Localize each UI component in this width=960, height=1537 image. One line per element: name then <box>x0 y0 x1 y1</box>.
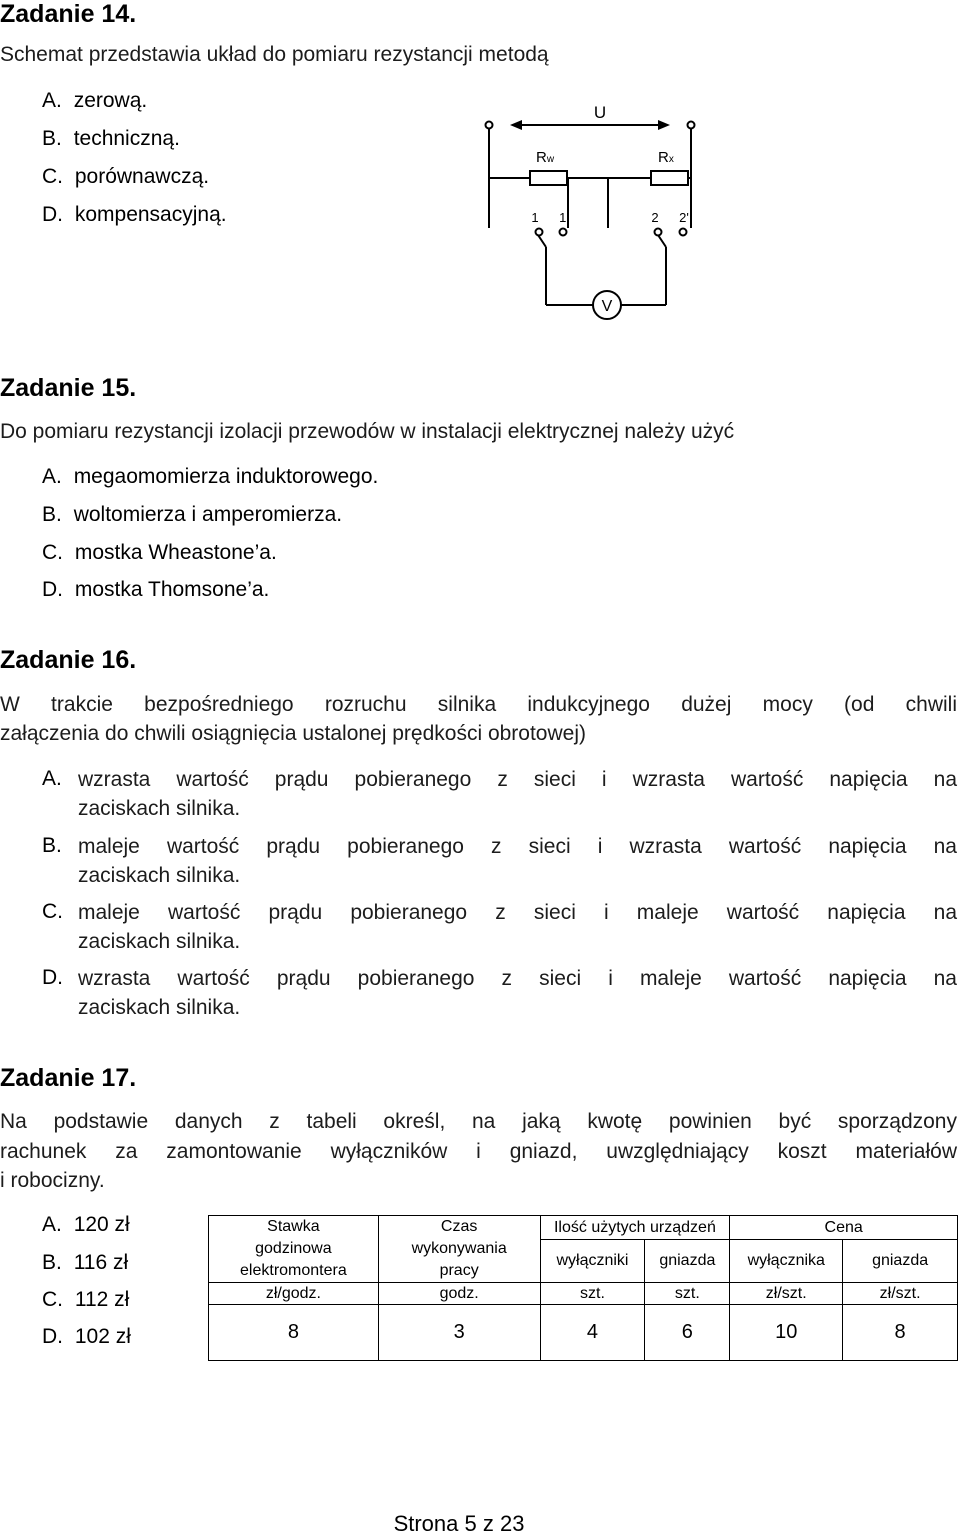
task-17-option-b[interactable] <box>42 1251 128 1275</box>
unit-cell: szt. <box>540 1283 645 1305</box>
arrow-head-right-icon <box>658 120 670 130</box>
option-letter: A. <box>42 465 62 488</box>
value-cell: 3 <box>378 1305 540 1361</box>
page-footer: Strona 5 z 23 <box>393 1511 525 1536</box>
voltmeter-label: V <box>601 298 613 315</box>
option-letter: B. <box>42 503 62 526</box>
header-rate-line-3: elektromontera <box>240 1262 347 1279</box>
header-rate-line-1: Stawka <box>267 1218 320 1235</box>
option-text: mostka Thomsone’a. <box>74 578 270 601</box>
unit-cell: szt. <box>645 1283 730 1305</box>
header-price: Cena <box>730 1216 958 1240</box>
terminal-label-1: 1 <box>531 210 539 225</box>
header-quantity: Ilość użytych urządzeń <box>540 1216 730 1240</box>
value-cell: 10 <box>730 1305 843 1361</box>
task-16-option-b-line-2[interactable]: zaciskach silnika. <box>78 864 241 887</box>
option-text: megaomomierza induktorowego. <box>73 465 379 488</box>
terminal-2p <box>680 229 687 236</box>
rx-label <box>658 149 674 166</box>
unit-cell: zł/szt. <box>843 1283 958 1305</box>
task-14-title: Zadanie 14. <box>0 0 137 28</box>
option-text: mostka Wheastone’a. <box>74 541 277 564</box>
header-time-line-2: wykonywania <box>411 1240 507 1257</box>
task-17-question-line-2: rachunek za zamontowanie wyłączników i gniazd, uwzględniający koszt materiałów <box>0 1140 957 1163</box>
task-17-option-d[interactable] <box>42 1325 131 1349</box>
switch-blade-2 <box>658 235 666 247</box>
option-text: porównawczą. <box>74 165 210 188</box>
option-letter: D. <box>42 1325 63 1348</box>
arrow-head-left-icon <box>510 120 522 130</box>
task-14-option-b[interactable] <box>42 127 180 151</box>
option-letter: D. <box>42 578 63 601</box>
task-15-option-b[interactable] <box>42 503 342 527</box>
task-15-option-a[interactable] <box>42 465 378 489</box>
task-16-option-c-line-1[interactable]: maleje wartość prądu pobieranego z sieci i maleje wartość napięcia na <box>78 901 957 924</box>
cost-table <box>208 1215 958 1361</box>
task-15-option-d[interactable] <box>42 578 269 602</box>
task-14-option-a[interactable] <box>42 89 147 113</box>
option-letter: C. <box>42 541 63 564</box>
units-row <box>209 1283 958 1305</box>
task-16-question-line-2: załączenia do chwili osiągnięcia ustalonej prędkości obrotowej) <box>0 722 586 745</box>
option-text: 116 zł <box>73 1251 129 1274</box>
task-16-option-a-line-1[interactable]: wzrasta wartość prądu pobieranego z sieci i wzrasta wartość napięcia na <box>78 768 957 791</box>
option-letter-c: C. <box>42 900 63 923</box>
terminal-label-1p: 1' <box>559 210 569 225</box>
task-14-option-d[interactable] <box>42 203 227 227</box>
circuit-diagram <box>480 95 710 325</box>
switch-blade-1 <box>538 235 546 247</box>
option-text: zerową. <box>73 89 148 112</box>
task-16-question-line-1: W trakcie bezpośredniego rozruchu silnika indukcyjnego dużej mocy (od chwili <box>0 693 957 716</box>
unit-cell: zł/godz. <box>209 1283 379 1305</box>
option-letter: B. <box>42 127 62 150</box>
rw-label <box>536 149 555 166</box>
option-letter-d: D. <box>42 966 63 989</box>
unit-cell: godz. <box>378 1283 540 1305</box>
task-17-question-line-3: i robocizny. <box>0 1169 105 1192</box>
terminal-label-2p: 2' <box>679 210 689 225</box>
values-row <box>209 1305 958 1361</box>
option-letter: D. <box>42 203 63 226</box>
task-16-option-c-line-2[interactable]: zaciskach silnika. <box>78 930 241 953</box>
subheader-switch-price: wyłącznika <box>730 1240 843 1283</box>
header-time <box>378 1216 540 1283</box>
terminal-label-2: 2 <box>651 210 659 225</box>
task-17-question-line-1: Na podstawie danych z tabeli określ, na jaką kwotę powinien być sporządzony <box>0 1110 957 1133</box>
rx-label-main: R <box>658 149 669 166</box>
value-cell: 8 <box>209 1305 379 1361</box>
terminal-2 <box>655 229 662 236</box>
header-rate-line-2: godzinowa <box>255 1240 332 1257</box>
rw-label-main: R <box>536 149 547 166</box>
unit-cell: zł/szt. <box>730 1283 843 1305</box>
header-rate <box>209 1216 379 1283</box>
option-text: kompensacyjną. <box>74 203 227 226</box>
rw-label-sub: w <box>546 154 555 165</box>
option-letter: B. <box>42 1251 62 1274</box>
task-16-option-b-line-1[interactable]: maleje wartość prądu pobieranego z sieci i wzrasta wartość napięcia na <box>78 835 957 858</box>
header-time-line-3: pracy <box>439 1262 479 1279</box>
task-16-option-d-line-1[interactable]: wzrasta wartość prądu pobieranego z sieci i maleje wartość napięcia na <box>78 967 957 990</box>
terminal-right <box>688 122 695 129</box>
rx-label-sub: x <box>668 154 674 165</box>
terminal-1 <box>536 229 543 236</box>
header-time-line-1: Czas <box>440 1218 478 1235</box>
option-letter-a: A. <box>42 767 62 790</box>
task-14-question: Schemat przedstawia układ do pomiaru rezystancji metodą <box>0 43 549 66</box>
task-17-title: Zadanie 17. <box>0 1064 137 1092</box>
voltage-label: U <box>593 103 607 122</box>
option-letter: A. <box>42 1213 62 1236</box>
option-letter-b: B. <box>42 834 62 857</box>
task-16-option-a-line-2[interactable]: zaciskach silnika. <box>78 797 241 820</box>
task-16-option-d-line-2[interactable]: zaciskach silnika. <box>78 996 241 1019</box>
resistor-rw <box>530 171 567 185</box>
option-letter: C. <box>42 1288 63 1311</box>
option-text: 120 zł <box>73 1213 130 1236</box>
option-text: 112 zł <box>74 1288 130 1311</box>
option-letter: A. <box>42 89 62 112</box>
option-text: techniczną. <box>73 127 180 150</box>
task-16-title: Zadanie 16. <box>0 646 137 674</box>
value-cell: 4 <box>540 1305 645 1361</box>
terminal-left <box>486 122 493 129</box>
task-17-option-c[interactable] <box>42 1288 129 1312</box>
option-text: woltomierza i amperomierza. <box>73 503 343 526</box>
terminal-1p <box>560 229 567 236</box>
option-text: 102 zł <box>74 1325 131 1348</box>
task-15-title: Zadanie 15. <box>0 374 137 402</box>
task-15-option-c[interactable] <box>42 541 277 565</box>
value-cell: 8 <box>843 1305 958 1361</box>
subheader-sockets: gniazda <box>645 1240 730 1283</box>
task-15-question: Do pomiaru rezystancji izolacji przewodów w instalacji elektrycznej należy użyć <box>0 420 735 443</box>
resistor-rx <box>651 171 688 185</box>
task-14-option-c[interactable] <box>42 165 209 189</box>
value-cell: 6 <box>645 1305 730 1361</box>
option-letter: C. <box>42 165 63 188</box>
subheader-switches: wyłączniki <box>540 1240 645 1283</box>
task-17-option-a[interactable] <box>42 1213 130 1237</box>
subheader-socket-price: gniazda <box>843 1240 958 1283</box>
